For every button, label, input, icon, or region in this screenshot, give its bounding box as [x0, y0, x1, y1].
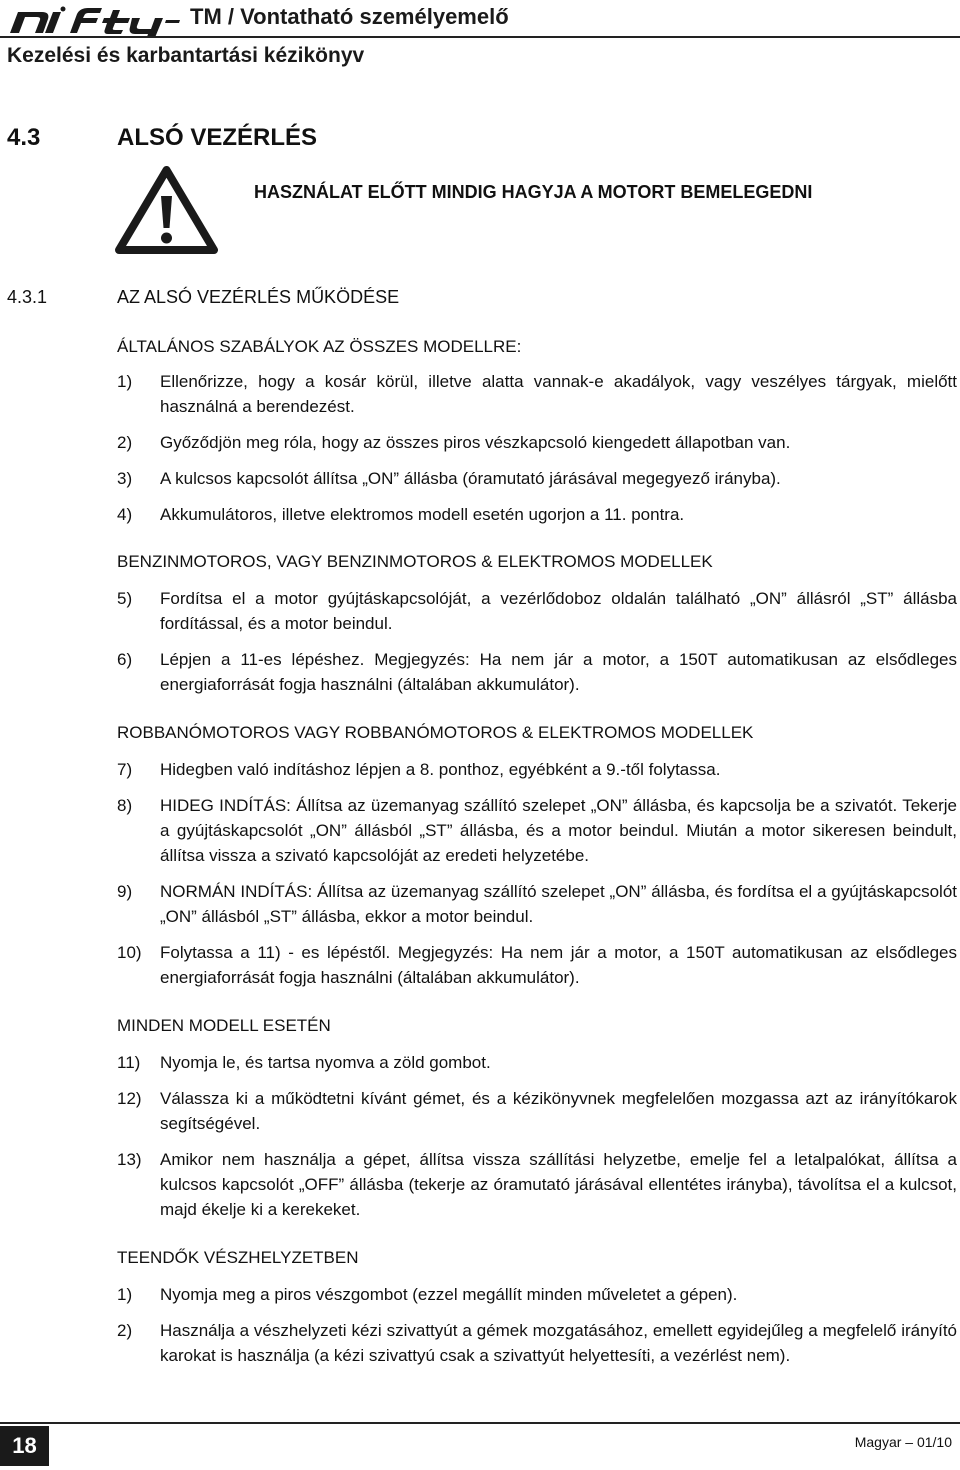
item-text: Nyomja le, és tartsa nyomva a zöld gombot. — [160, 1053, 491, 1072]
section-title-text: ALSÓ VEZÉRLÉS — [117, 124, 318, 151]
block-heading-all-models: MINDEN MODELL ESETÉN — [117, 1016, 331, 1035]
item-text: Akkumulátoros, illetve elektromos modell esetén ugorjon a 11. pontra. — [160, 505, 685, 524]
header-subtitle: Kezelési és karbantartási kézikönyv — [7, 44, 365, 67]
item-number: 10) — [117, 943, 142, 962]
item-text: Válassza ki a működtetni kívánt gémet, és a kézikönyvnek megfelelően mozgassa azt az irányítókarok segítségével. — [160, 1089, 957, 1133]
list-item — [117, 1318, 957, 1368]
item-text: Folytassa a 11) - es lépéstől. Megjegyzés: Ha nem jár a motor, a 150T automatikusan az elsődleges energiaforrását fogja használni (általában akkumulátor). — [160, 943, 957, 987]
list-item — [117, 879, 957, 929]
header-divider — [0, 36, 960, 38]
list-item — [117, 369, 957, 419]
list-item — [117, 1147, 957, 1222]
header-title: TM / Vontatható személyemelő — [190, 4, 509, 29]
instructions-content — [117, 334, 957, 1368]
item-number: 4) — [117, 505, 133, 524]
list-item — [117, 586, 957, 636]
item-text: HIDEG INDÍTÁS: Állítsa az üzemanyag szállító szelepet „ON” állásba, és kapcsolja be a szivatót. Tekerje a gyújtáskapcsolót „ON” állásból „ST” állásba, és a motor beindul. Miután a motor sikeresen beindult, állítsa vissza a szivató kapcsolóját az eredeti helyzetébe. — [160, 796, 957, 865]
item-number: 11) — [117, 1053, 141, 1072]
list-item — [117, 757, 957, 782]
item-number: 7) — [117, 760, 133, 779]
list-item — [117, 1282, 957, 1307]
item-text: Lépjen a 11-es lépéshez. Megjegyzés: Ha nem jár a motor, a 150T automatikusan az elsődleges energiaforrását fogja használni (általában akkumulátor). — [160, 650, 957, 694]
item-number: 1) — [117, 1285, 133, 1304]
item-number: 8) — [117, 796, 133, 815]
item-number: 12) — [117, 1089, 142, 1108]
item-number: 6) — [117, 650, 133, 669]
list-item — [117, 502, 957, 527]
section-number: 4.3 — [7, 124, 41, 151]
section-title — [7, 124, 317, 152]
item-text: Használja a vészhelyzeti kézi szivattyút a gémek mozgatásához, emellett egyidejűleg a megfelelő irányító karokat is használja (a kézi szivattyú csak a szivattyút helyettesíti, a vezérlést nem). — [160, 1321, 957, 1365]
list-item — [117, 1086, 957, 1136]
subsection-title-text: AZ ALSÓ VEZÉRLÉS MŰKÖDÉSE — [117, 287, 400, 307]
block-heading-combustion: ROBBANÓMOTOROS VAGY ROBBANÓMOTOROS & ELEKTROMOS MODELLEK — [117, 723, 754, 742]
subsection-title — [7, 287, 399, 308]
item-number: 2) — [117, 433, 133, 452]
item-text: Hidegben való indításhoz lépjen a 8. ponthoz, egyébként a 9.-től folytassa. — [160, 760, 721, 779]
item-number: 5) — [117, 589, 133, 608]
page-number: 18 — [0, 1426, 49, 1466]
list-item — [117, 1050, 957, 1075]
warning-text: HASZNÁLAT ELŐTT MINDIG HAGYJA A MOTORT BEMELEGEDNI — [254, 182, 813, 202]
nifty-logo — [4, 6, 182, 36]
item-text: Győződjön meg róla, hogy az összes piros vészkapcsoló kiengedett állapotban van. — [160, 433, 791, 452]
item-text: Nyomja meg a piros vészgombot (ezzel megállít minden műveletet a gépen). — [160, 1285, 738, 1304]
item-number: 13) — [117, 1150, 142, 1169]
list-item — [117, 940, 957, 990]
item-text: NORMÁN INDÍTÁS: Állítsa az üzemanyag szállító szelepet „ON” állásba, és fordítsa el a gyújtáskapcsolót „ON” állásból „ST” állásba, ekkor a motor beindul. — [160, 882, 957, 926]
page-header — [0, 0, 960, 80]
footer-divider — [0, 1422, 960, 1424]
block-heading-petrol: BENZINMOTOROS, VAGY BENZINMOTOROS & ELEKTROMOS MODELLEK — [117, 552, 713, 571]
list-item — [117, 793, 957, 868]
item-number: 2) — [117, 1321, 133, 1340]
item-number: 3) — [117, 469, 133, 488]
list-item — [117, 430, 957, 455]
item-number: 9) — [117, 882, 133, 901]
list-item — [117, 647, 957, 697]
block-heading-general: ÁLTALÁNOS SZABÁLYOK AZ ÖSSZES MODELLRE: — [117, 337, 522, 356]
item-text: Ellenőrizze, hogy a kosár körül, illetve alatta vannak-e akadályok, vagy veszélyes tárgyak, mielőtt használná a berendezést. — [160, 372, 957, 416]
footer-edition: Magyar – 01/10 — [854, 1434, 952, 1450]
item-number: 1) — [117, 372, 133, 391]
item-text: Fordítsa el a motor gyújtáskapcsolóját, a vezérlődoboz oldalán található „ON” állásról „ST” állásba fordítással, és a motor beindul. — [160, 589, 957, 633]
item-text: A kulcsos kapcsolót állítsa „ON” állásba (óramutató járásával megegyező irányba). — [160, 469, 781, 488]
warning-triangle-icon — [115, 166, 218, 254]
subsection-number: 4.3.1 — [7, 287, 48, 307]
block-heading-emergency: TEENDŐK VÉSZHELYZETBEN — [117, 1248, 359, 1267]
list-item — [117, 466, 957, 491]
item-text: Amikor nem használja a gépet, állítsa vissza szállítási helyzetbe, emelje fel a letalpalókat, állítsa a kulcsos kapcsolót „OFF” állásba (tekerje az óramutató járásával ellentétes irányba), távolítsa el a kulcsot, majd ékelje ki a kerekeket. — [160, 1150, 957, 1219]
